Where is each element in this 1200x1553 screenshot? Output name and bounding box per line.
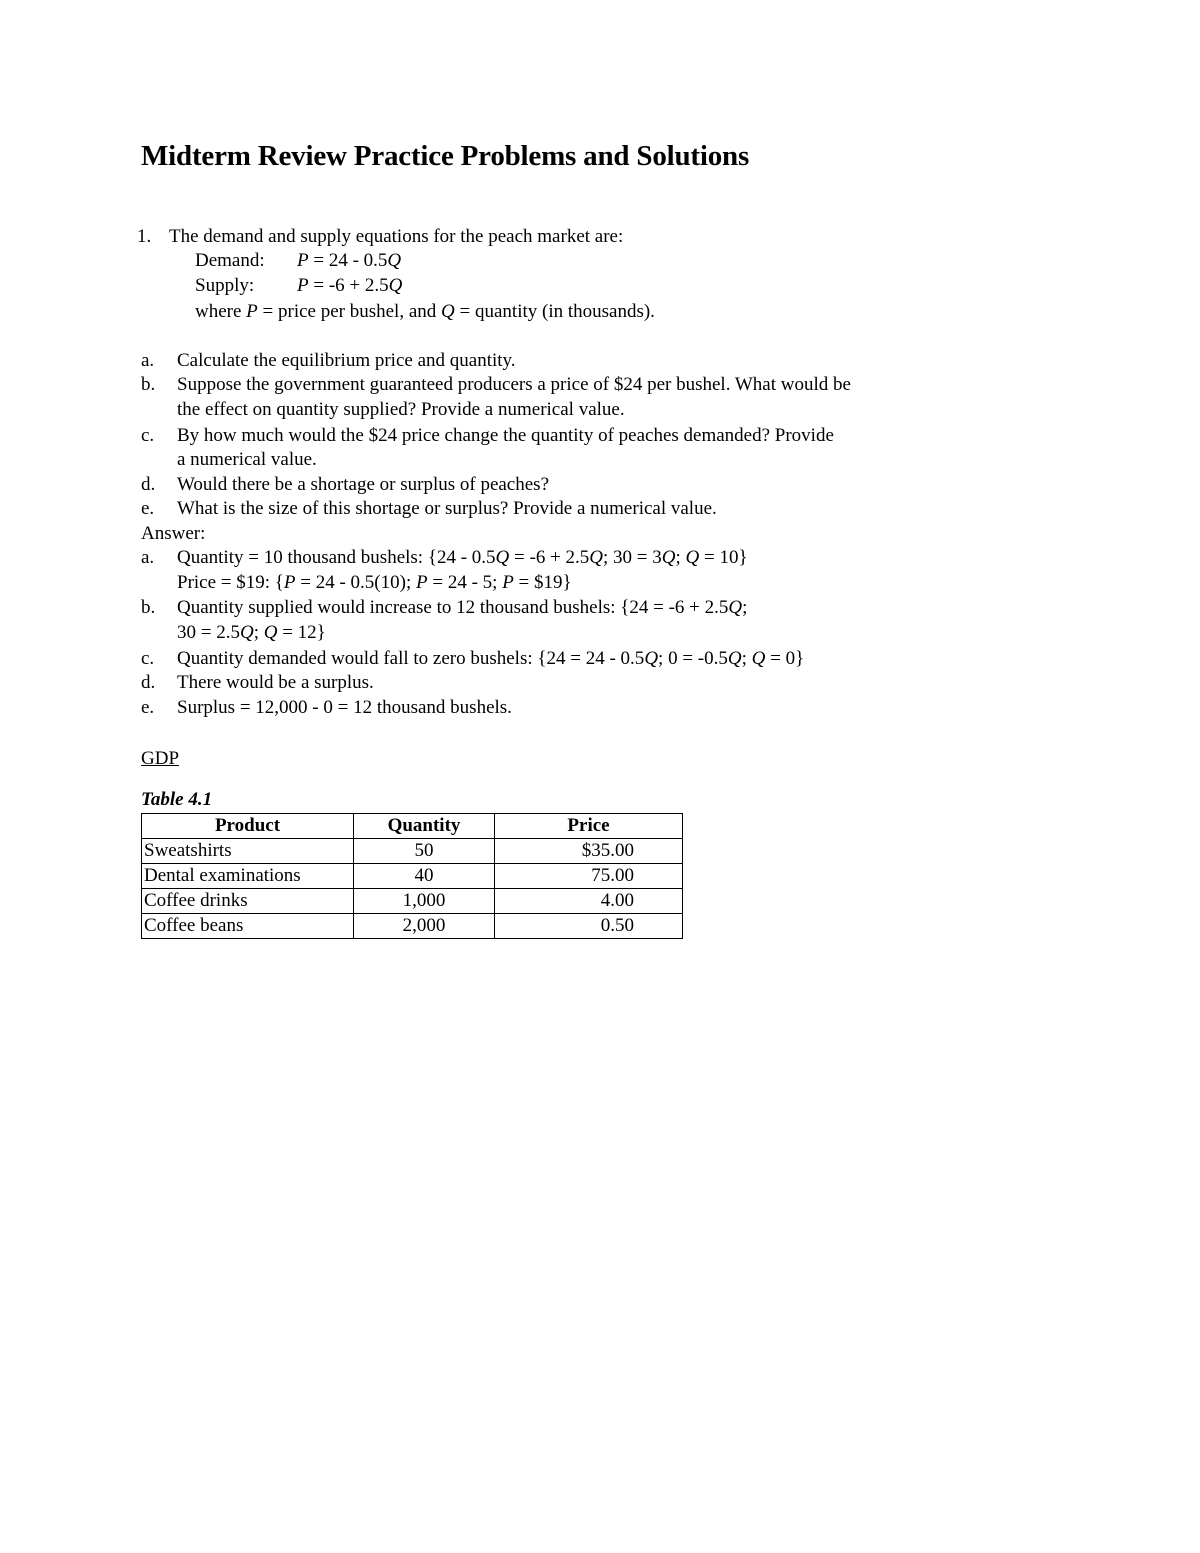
- table-row: [142, 914, 683, 939]
- table-caption: Table 4.1: [141, 789, 213, 810]
- question-c-line-2: a numerical value.: [177, 449, 317, 470]
- question-c-letter: c.: [141, 425, 155, 446]
- question-d-letter: d.: [141, 474, 156, 495]
- demand-label: Demand:: [195, 250, 265, 271]
- gdp-table: [141, 813, 683, 939]
- question-b-line-2: the effect on quantity supplied? Provide a numerical value.: [177, 399, 625, 420]
- cell-product: Coffee beans: [142, 914, 354, 939]
- answer-b-letter: b.: [141, 597, 156, 618]
- table-row: [142, 864, 683, 889]
- cell-quantity: 50: [354, 839, 495, 864]
- question-a: Calculate the equilibrium price and quantity.: [177, 350, 516, 371]
- answer-label: Answer:: [141, 523, 206, 544]
- question-b-line-1: Suppose the government guaranteed producers a price of $24 per bushel. What would be: [177, 374, 851, 395]
- cell-price: 0.50: [495, 914, 683, 939]
- problem-intro: The demand and supply equations for the peach market are:: [169, 226, 624, 247]
- question-b-letter: b.: [141, 374, 156, 395]
- problem-number: 1.: [137, 226, 152, 247]
- answer-c: Quantity demanded would fall to zero bushels: {24 = 24 - 0.5Q; 0 = -0.5Q; Q = 0}: [177, 648, 805, 669]
- header-price: Price: [495, 814, 683, 839]
- table-row: [142, 839, 683, 864]
- page-title: Midterm Review Practice Problems and Solutions: [141, 140, 750, 172]
- question-a-letter: a.: [141, 350, 155, 371]
- answer-d: There would be a surplus.: [177, 672, 374, 693]
- supply-label: Supply:: [195, 275, 255, 296]
- answer-a-line-1: Quantity = 10 thousand bushels: {24 - 0.5Q = -6 + 2.5Q; 30 = 3Q; Q = 10}: [177, 547, 748, 568]
- supply-equation: P = -6 + 2.5Q: [297, 275, 403, 296]
- answer-e-letter: e.: [141, 697, 155, 718]
- cell-product: Sweatshirts: [142, 839, 354, 864]
- answer-a-letter: a.: [141, 547, 155, 568]
- cell-price: 4.00: [495, 889, 683, 914]
- cell-quantity: 2,000: [354, 914, 495, 939]
- cell-quantity: 40: [354, 864, 495, 889]
- answer-e: Surplus = 12,000 - 0 = 12 thousand bushels.: [177, 697, 512, 718]
- where-note: where P = price per bushel, and Q = quantity (in thousands).: [195, 301, 655, 322]
- demand-equation: P = 24 - 0.5Q: [297, 250, 402, 271]
- table-row: [142, 889, 683, 914]
- cell-quantity: 1,000: [354, 889, 495, 914]
- header-product: Product: [142, 814, 354, 839]
- header-quantity: Quantity: [354, 814, 495, 839]
- answer-a-line-2: Price = $19: {P = 24 - 0.5(10); P = 24 - 5; P = $19}: [177, 572, 572, 593]
- question-e: What is the size of this shortage or surplus? Provide a numerical value.: [177, 498, 717, 519]
- answer-d-letter: d.: [141, 672, 156, 693]
- question-d: Would there be a shortage or surplus of peaches?: [177, 474, 550, 495]
- cell-price: $35.00: [495, 839, 683, 864]
- table-header-row: [142, 814, 683, 839]
- answer-c-letter: c.: [141, 648, 155, 669]
- answer-b-line-2: 30 = 2.5Q; Q = 12}: [177, 622, 326, 643]
- question-e-letter: e.: [141, 498, 155, 519]
- cell-product: Dental examinations: [142, 864, 354, 889]
- cell-product: Coffee drinks: [142, 889, 354, 914]
- cell-price: 75.00: [495, 864, 683, 889]
- section-heading-gdp: GDP: [141, 748, 180, 769]
- question-c-line-1: By how much would the $24 price change the quantity of peaches demanded? Provide: [177, 425, 834, 446]
- answer-b-line-1: Quantity supplied would increase to 12 thousand bushels: {24 = -6 + 2.5Q;: [177, 597, 748, 618]
